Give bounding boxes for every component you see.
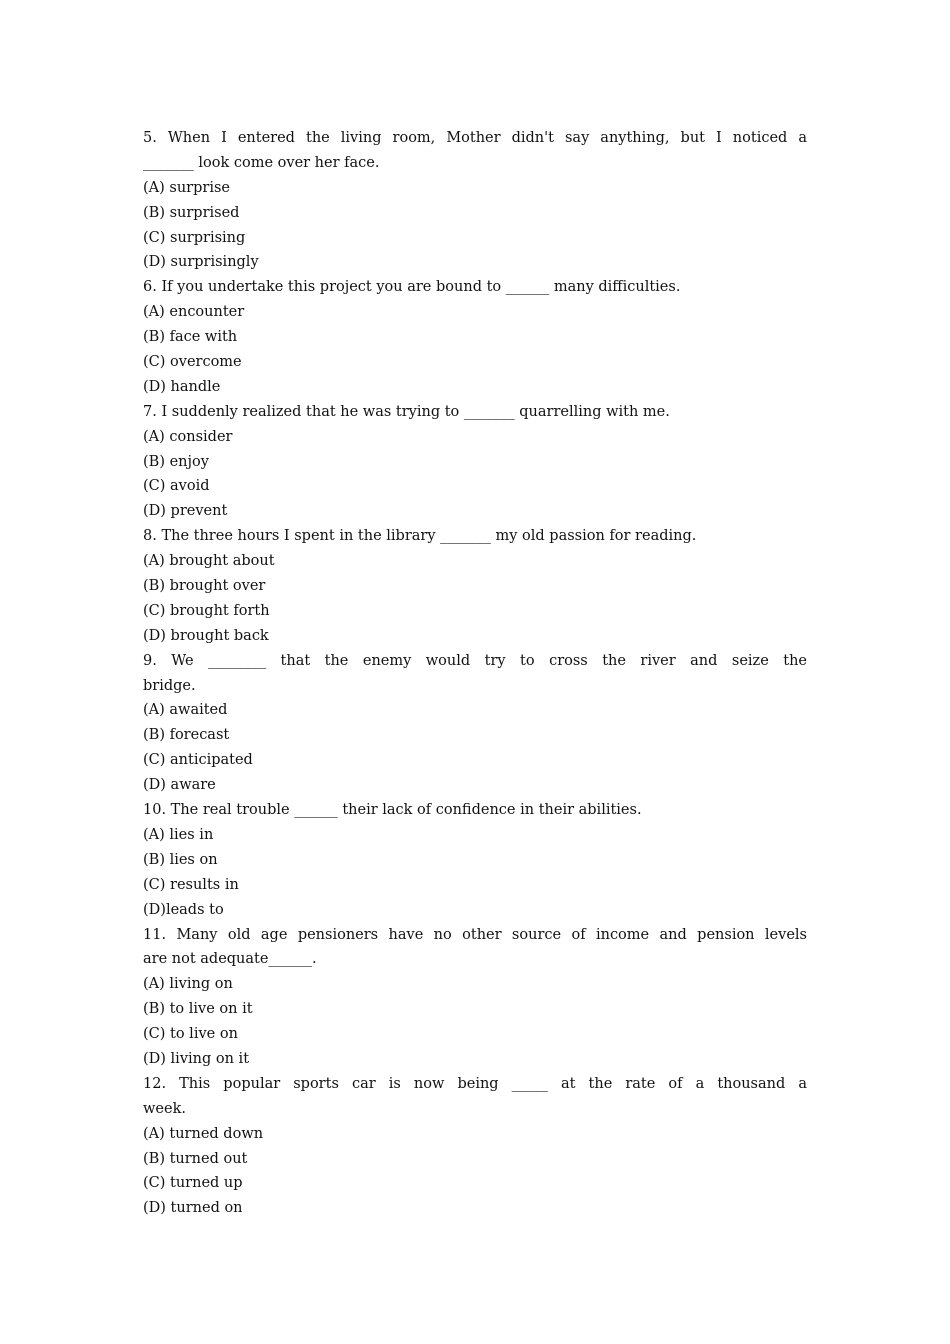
option-c: (C) brought forth (143, 602, 270, 619)
question-7 (143, 400, 807, 524)
option-d: (D) prevent (143, 503, 228, 520)
exam-page (143, 126, 807, 1221)
question-stem-line: 8. The three hours I spent in the library _______ my old passion for reading. (143, 528, 697, 545)
option-d: (D) handle (143, 378, 221, 395)
question-stem-line: bridge. (143, 677, 196, 694)
option-d: (D) aware (143, 777, 216, 794)
option-b: (B) enjoy (143, 453, 209, 470)
option-b: (B) face with (143, 329, 238, 346)
option-a: (A) lies in (143, 826, 214, 843)
question-stem-line: 10. The real trouble ______ their lack of confidence in their abilities. (143, 802, 642, 819)
option-c: (C) to live on (143, 1026, 238, 1043)
question-10 (143, 798, 807, 922)
option-c: (C) surprising (143, 229, 246, 246)
question-stem-line: 5. When I entered the living room, Mother didn't say anything, but I noticed a (143, 130, 807, 146)
question-12 (143, 1072, 807, 1221)
option-d: (D) brought back (143, 627, 269, 644)
option-b: (B) surprised (143, 204, 240, 221)
question-stem-line: 7. I suddenly realized that he was trying to _______ quarrelling with me. (143, 403, 670, 420)
option-a: (A) encounter (143, 304, 245, 321)
question-11 (143, 923, 807, 1072)
option-a: (A) living on (143, 976, 233, 993)
option-a: (A) turned down (143, 1125, 264, 1142)
question-stem-line: _______ look come over her face. (143, 154, 380, 171)
option-a: (A) brought about (143, 553, 275, 570)
option-d: (D) surprisingly (143, 254, 259, 271)
option-d: (D) living on it (143, 1050, 250, 1067)
question-8 (143, 524, 807, 648)
option-d: (D)leads to (143, 901, 224, 918)
option-c: (C) anticipated (143, 752, 253, 769)
option-a: (A) awaited (143, 702, 228, 719)
option-a: (A) consider (143, 428, 233, 445)
option-d: (D) turned on (143, 1200, 243, 1217)
option-b: (B) turned out (143, 1150, 248, 1167)
option-b: (B) brought over (143, 578, 266, 595)
question-stem-line: 11. Many old age pensioners have no other source of income and pension levels (143, 926, 807, 943)
question-9 (143, 649, 807, 798)
option-c: (C) avoid (143, 478, 210, 495)
option-a: (A) surprise (143, 179, 230, 196)
question-stem-line: 12. This popular sports car is now being _____ at the rate of a thousand a (143, 1075, 807, 1092)
option-b: (B) forecast (143, 727, 230, 744)
question-stem-line: week. (143, 1100, 186, 1117)
option-c: (C) results in (143, 876, 239, 893)
question-stem-line: 6. If you undertake this project you are bound to ______ many difficulties. (143, 279, 681, 296)
option-c: (C) overcome (143, 354, 242, 371)
question-stem-line: are not adequate______. (143, 951, 317, 968)
question-stem-line: 9. We ________ that the enemy would try to cross the river and seize the (143, 652, 807, 669)
question-6 (143, 275, 807, 399)
option-b: (B) to live on it (143, 1001, 253, 1018)
option-b: (B) lies on (143, 851, 218, 868)
question-5 (143, 126, 807, 275)
option-c: (C) turned up (143, 1175, 243, 1192)
